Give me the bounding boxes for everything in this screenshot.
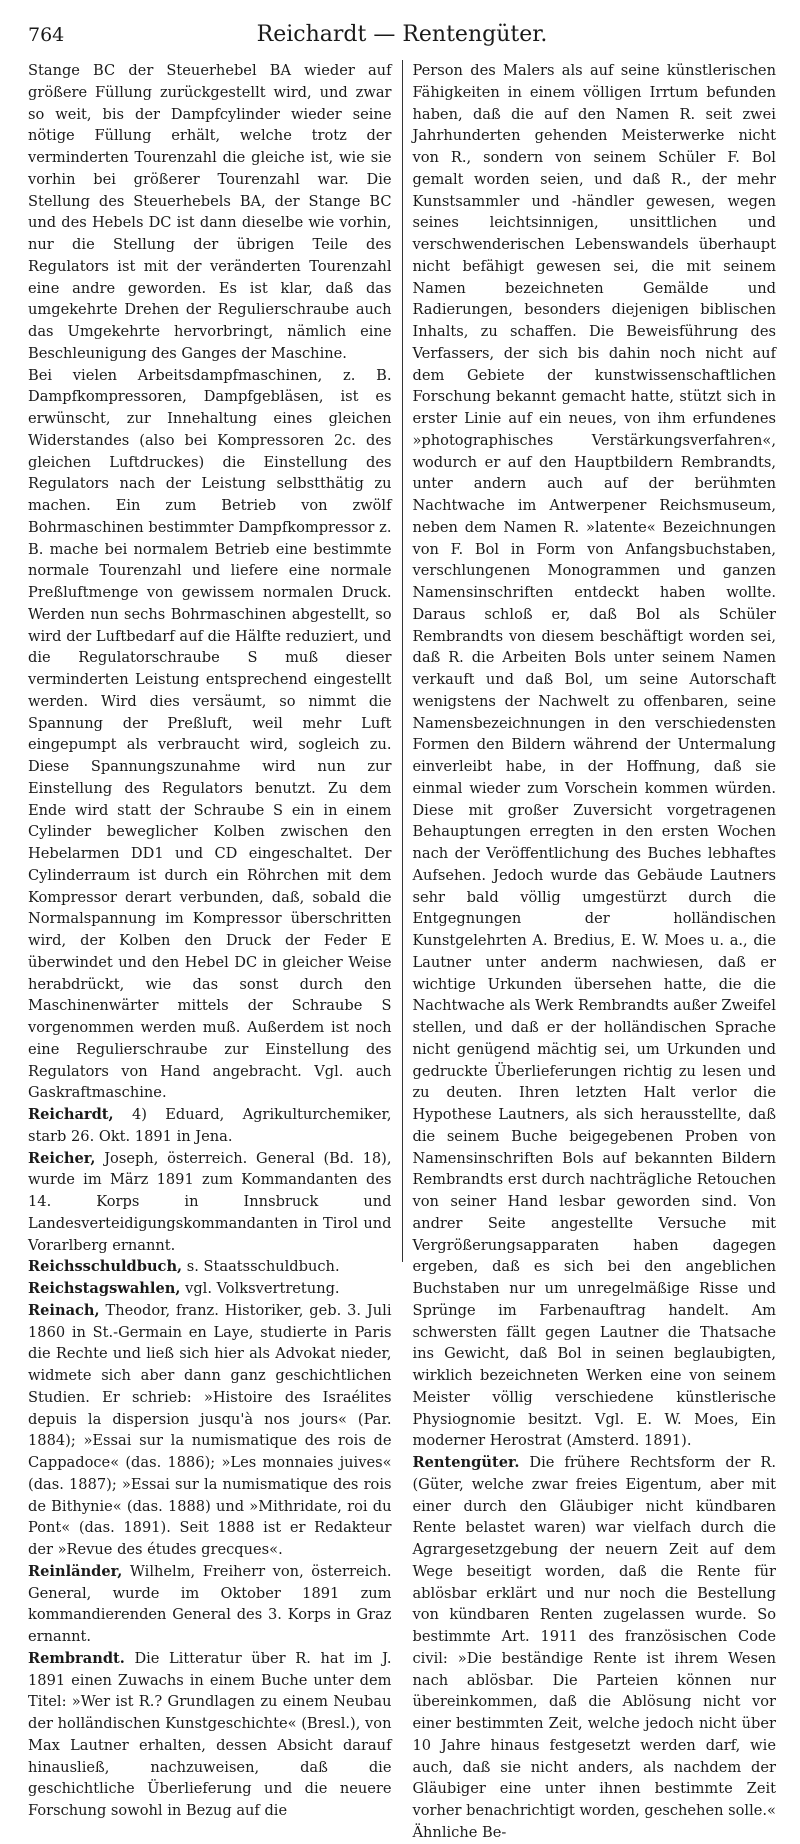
- continuation-paragraph: Person des Malers als auf seine künstlerischen Fähigkeiten in einem völligen Irrtum befunden haben, daß die auf den Namen R. seit zwei Jahrhunderten gehenden Meisterwerke nicht von R., sondern von seinem Schüler F. Bol gemalt worden seien, und daß R., der mehr Kunstsammler und -händler gewesen, wegen seines leichtsinnigen, unsittlichen und verschwenderischen Lebenswandels überhaupt nicht befähigt gewesen sei, die mit seinem Namen bezeichneten Gemälde und Radierungen, besonders diejenigen biblischen Inhalts, zu schaffen. Die Beweisführung des Verfassers, der sich bis dahin noch nicht auf dem Gebiete der kunstwissenschaftlichen Forschung bekannt gemacht hatte, stützt sich in erster Linie auf ein neues, von ihm erfundenes »photographisches Verstärkungsverfahren«, wodurch er auf den Hauptbildern Rembrandts, unter andern auch auf der berühmten Nachtwache im Antwerpener Reichsmuseum, neben dem Namen R. »latente« Bezeichnungen von F. Bol in Form von Anfangsbuchstaben, verschlungenen Monogrammen und ganzen Namensinschriften entdeckt haben wollte. Daraus schloß er, daß Bol als Schüler Rembrandts von diesem beschäftigt worden sei, daß R. die Arbeiten Bols unter seinem Namen verkauft und daß Bol, um seine Autorschaft wenigstens der Nachwelt zu offenbaren, seine Namensbezeichnungen in den verschiedensten Formen den Bildern während der Untermalung einverleibt habe, in der Hoffnung, daß sie einmal wieder zum Vorschein kommen würden. Diese mit großer Zuversicht vorgetragenen Behauptungen erregten in den ersten Wochen nach der Veröffentlichung des Buches lebhaftes Aufsehen. Jedoch wurde das Gebäude Lautners sehr bald völlig umgestürzt durch die Entgegnungen der holländischen Kunstgelehrten A. Bredius, E. W. Moes u. a., die Lautner unter anderm nachwiesen, daß er wichtige Urkunden übersehen hatte, die die Nachtwache als Werk Rembrandts außer Zweifel stellen, und daß er der holländischen Sprache nicht genügend mächtig sei, um Urkunden und gedruckte Überlieferungen richtig zu lesen und zu deuten. Ihren letzten Halt verlor die Hypothese Lautners, als sich herausstellte, daß die seinem Buche beigegebenen Proben von Namensinschriften Bols auf bekannten Bildern Rembrandts erst durch nachträgliche Retouchen von seiner Hand lesbar geworden sind. Von andrer Seite angestellte Versuche mit Vergrößerungsapparaten haben dagegen ergeben, daß es sich bei den angeblichen Buchstaben nur um unregelmäßige Risse und Sprünge im Farbenauftrag handelt. Am schwersten fällt gegen Lautner die Thatsache ins Gewicht, daß Bol in seinen beglaubigten, wirklich bezeichneten Werken eine von seinem Meister völlig verschiedene künstlerische Physiognomie besitzt. Vgl. E. W. Moes, Ein moderner Herostrat (Amsterd. 1891).: [412, 62, 776, 1450]
- entry-reichsschuldbuch: [28, 1256, 392, 1278]
- running-head: Reichardt — Rentengüter.: [256, 22, 548, 47]
- entry-text: Die frühere Rechtsform der R. (Güter, welche zwar freies Eigentum, aber mit einer durch den Gläubiger nicht kündbaren Rente belastet waren) war vielfach durch die Agrargesetzgebung der neuern Zeit auf dem Wege beseitigt worden, daß die Rente für ablösbar erklärt und nur noch die Bestellung von kündbaren Renten zugelassen wurde. So bestimmte Art. 1911 des französischen Code civil: »Die beständige Rente ist ihrem Wesen nach ablösbar. Die Parteien können nur übereinkommen, daß die Ablösung nicht vor einer bestimmten Zeit, welche jedoch nicht über 10 Jahre hinaus festgesetzt werden darf, wie auch, daß sie nicht anders, als nachdem der Gläubiger eine unter ihnen bestimmte Zeit vorher benachrichtigt worden, geschehen solle.« Ähnliche Be-: [412, 1454, 776, 1841]
- entry-headword: Reicher,: [28, 1149, 96, 1167]
- entry-text: Theodor, franz. Historiker, geb. 3. Juli 1860 in St.-Germain en Laye, studierte in Paris die Rechte und ließ sich hier als Advokat nieder, widmete sich aber dann ganz geschichtlichen Studien. Er schrieb: »Histoire des Israélites depuis la dispersion jusqu'à nos jours« (Par. 1884); »Essai sur la numismatique des rois de Cappadoce« (das. 1886); »Les monnaies juives« (das. 1887); »Essai sur la numismatique des rois de Bithynie« (das. 1888) und »Mithridate, roi du Pont« (das. 1891). Seit 1888 ist er Redakteur der »Revue des études grecques«.: [28, 1301, 392, 1558]
- text-columns: [28, 60, 776, 1841]
- entry-reichardt: [28, 1104, 392, 1148]
- entry-text: Joseph, österreich. General (Bd. 18), wurde im März 1891 zum Kommandanten des 14. Korps in Innsbruck und Landesverteidigungskommandanten in Tirol und Vorarlberg ernannt.: [28, 1149, 392, 1254]
- entry-reichstagswahlen: [28, 1278, 392, 1300]
- right-column: [406, 60, 776, 1841]
- entry-reicher: [28, 1148, 392, 1257]
- page-number: 764: [28, 24, 65, 46]
- entry-reinlaender: [28, 1561, 392, 1648]
- entry-headword: Reinländer,: [28, 1562, 123, 1580]
- entry-text: Wilhelm, Freiherr von, österreich. General, wurde im Oktober 1891 zum kommandierenden General des 3. Korps in Graz ernannt.: [28, 1562, 392, 1645]
- entry-text: vgl. Volksvertretung.: [180, 1280, 340, 1297]
- entry-reinach: [28, 1300, 392, 1561]
- entry-headword: Rentengüter.: [412, 1454, 520, 1471]
- page: [28, 12, 776, 1841]
- left-column: [28, 60, 398, 1819]
- continuation-paragraph: Stange BC der Steuerhebel BA wieder auf größere Füllung zurückgestellt wird, und zwar so weit, bis der Dampfcylinder wieder seine nötige Füllung erhält, welche trotz der verminderten Tourenzahl die gleiche ist, wie sie vorhin bei größerer Tourenzahl war. Die Stellung des Steuerhebels BA, der Stange BC und des Hebels DC ist dann dieselbe wie vorhin, nur die Stellung der übrigen Teile des Regulators ist mit der veränderten Tourenzahl eine andre geworden. Es ist klar, daß das umgekehrte Drehen der Regulierschraube auch das Umgekehrte hervorbringt, nämlich eine Beschleunigung des Ganges der Maschine.: [28, 62, 392, 362]
- entry-headword: Reichstagswahlen,: [28, 1280, 181, 1297]
- entry-rentengueter: [412, 1452, 776, 1844]
- entry-headword: Reichsschuldbuch,: [28, 1258, 183, 1276]
- entry-headword: Reichardt,: [28, 1106, 114, 1123]
- entry-text: 4) Eduard, Agrikulturchemiker, starb 26. Okt. 1891 in Jena.: [28, 1106, 392, 1145]
- entry-rembrandt: [28, 1648, 392, 1822]
- page-header: [28, 12, 776, 52]
- entry-headword: Reinach,: [28, 1301, 100, 1319]
- column-divider: [402, 60, 403, 1262]
- entry-text: Die Litteratur über R. hat im J. 1891 einen Zuwachs in einem Buche unter dem Titel: »Wer ist R.? Grundlagen zu einem Neubau der holländischen Kunstgeschichte« (Bresl.), von Max Lautner erhalten, dessen Absicht darauf hinausließ, nachzuweisen, daß die geschichtliche Überlieferung und die neuere Forschung sowohl in Bezug auf die: [28, 1649, 392, 1819]
- entry-text: s. Staatsschuldbuch.: [182, 1258, 340, 1276]
- body-paragraph: Bei vielen Arbeitsdampfmaschinen, z. B. Dampfkompressoren, Dampfgebläsen, ist es erwünscht, zur Innehaltung eines gleichen Widerstandes (also bei Kompressoren 2c. des gleichen Luftdruckes) die Einstellung des Regulators nach der Leistung selbstthätig zu machen. Ein zum Betrieb von zwölf Bohrmaschinen bestimmter Dampfkompressor z. B. mache bei normalem Betrieb eine bestimmte normale Tourenzahl und liefere eine normale Preßluftmenge von gewissem normalen Druck. Werden nun sechs Bohrmaschinen abgestellt, so wird der Luftbedarf auf die Hälfte reduziert, und die Regulatorschraube S muß dieser verminderten Leistung entsprechend eingestellt werden. Wird dies versäumt, so nimmt die Spannung der Preßluft, weil mehr Luft eingepumpt als verbraucht wird, sogleich zu. Diese Spannungszunahme wird nun zur Einstellung des Regulators benutzt. Zu dem Ende wird statt der Schraube S ein in einem Cylinder beweglicher Kolben zwischen den Hebelarmen DD1 und CD eingeschaltet. Der Cylinderraum ist durch ein Röhrchen mit dem Kompressor derart verbunden, daß, sobald die Normalspannung im Kompressor überschritten wird, der Kolben den Druck der Feder E überwindet und den Hebel DC in gleicher Weise herabdrückt, wie das sonst durch den Maschinenwärter mittels der Schraube S vorgenommen werden muß. Außerdem ist noch eine Regulierschraube zur Einstellung des Regulators von Hand angebracht. Vgl. auch Gaskraftmaschine.: [28, 366, 392, 1102]
- entry-headword: Rembrandt.: [28, 1649, 125, 1667]
